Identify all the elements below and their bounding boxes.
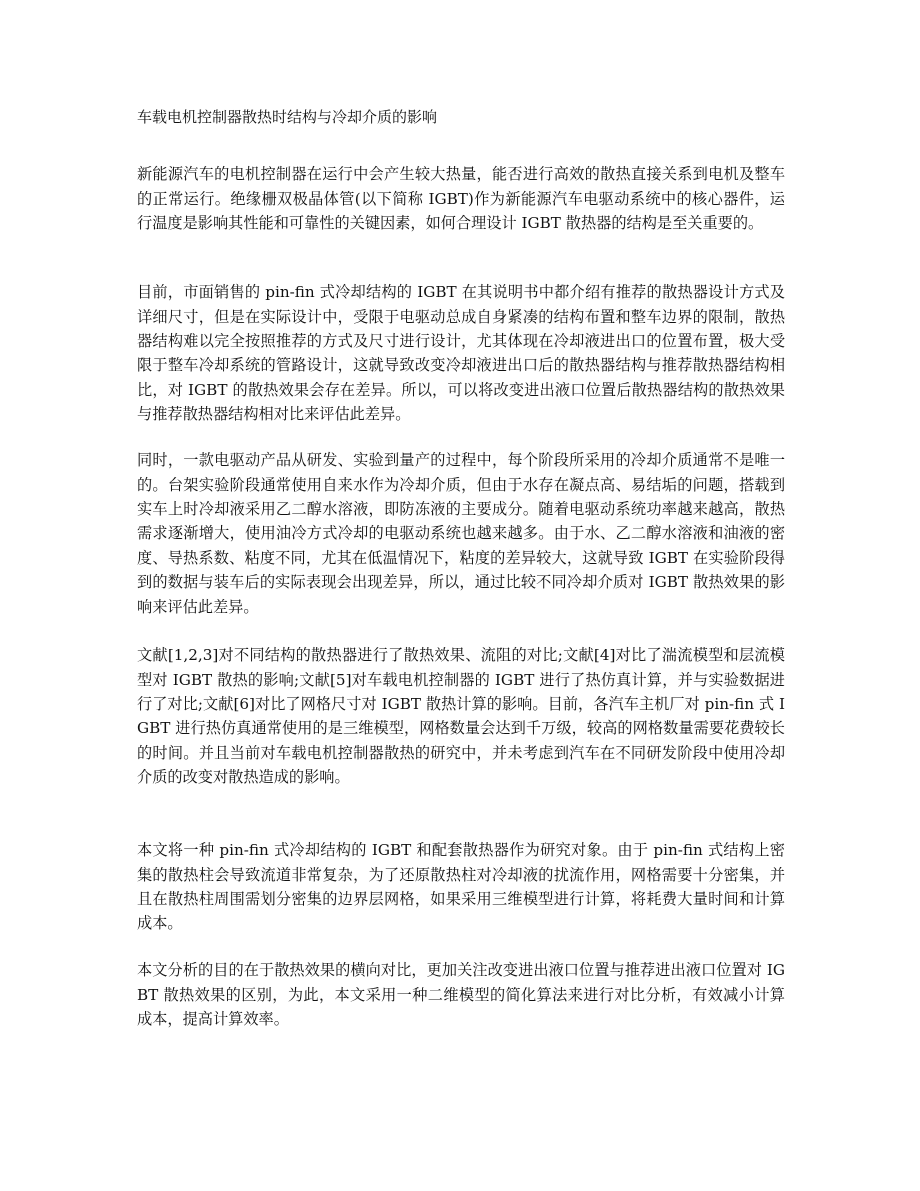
paragraph-5: 本文将一种 pin-fin 式冷却结构的 IGBT 和配套散热器作为研究对象。由于 pin-fin 式结构上密集的散热柱会导致流道非常复杂，为了还原散热柱对冷却液的扰流作用，网格需要十分密集，并且在散热柱周围需划分密集的边界层网格，如果采用三维模型进行计算，将耗费大量时间和计算成本。 xyxy=(137,841,785,933)
paragraph-3: 同时，一款电驱动产品从研发、实验到量产的过程中，每个阶段所采用的冷却介质通常不是唯一的。台架实验阶段通常使用自来水作为冷却介质，但由于水存在凝点高、易结垢的问题，搭载到实车上时冷却液采用乙二醇水溶液，即防冻液的主要成分。随着电驱动系统功率越来越高，散热需求逐渐增大，使用油冷方式冷却的电驱动系统也越来越多。由于水、乙二醇水溶液和油液的密度、导热系数、粘度不同，尤其在低温情况下，粘度的差异较大，这就导致 IGBT 在实验阶段得到的数据与装车后的实际表现会出现差异，所以，通过比较不同冷却介质对 IGBT 散热效果的影响来评估此差异。 xyxy=(137,451,785,616)
paragraph-4: 文献[1,2,3]对不同结构的散热器进行了散热效果、流阻的对比;文献[4]对比了湍流模型和层流模型对 IGBT 散热的影响;文献[5]对车载电机控制器的 IGBT 进行了热仿真计算，并与实验数据进行了对比;文献[6]对比了网格尺寸对 IGBT 散热计算的影响。目前，各汽车主机厂对 pin-fin 式 IGBT 进行热仿真通常使用的是三维模型，网格数量会达到千万级，较高的网格数量需要花费较长的时间。并且当前对车载电机控制器散热的研究中，并未考虑到汽车在不同研发阶段中使用冷却介质的改变对散热造成的影响。 xyxy=(137,646,785,787)
paragraph-2: 目前，市面销售的 pin-fin 式冷却结构的 IGBT 在其说明书中都介绍有推荐的散热器设计方式及详细尺寸，但是在实际设计中，受限于电驱动总成自身紧凑的结构布置和整车边界的限制，散热器结构难以完全按照推荐的方式及尺寸进行设计，尤其体现在冷却液进出口的位置布置，极大受限于整车冷却系统的管路设计，这就导致改变冷却液进出口后的散热器结构与推荐散热器结构相比，对 IGBT 的散热效果会存在差异。所以，可以将改变进出液口位置后散热器结构的散热效果与推荐散热器结构相对比来评估此差异。 xyxy=(137,283,785,424)
paragraph-1: 新能源汽车的电机控制器在运行中会产生较大热量，能否进行高效的散热直接关系到电机及整车的正常运行。绝缘栅双极晶体管(以下简称 IGBT)作为新能源汽车电驱动系统中的核心器件，运行温度是影响其性能和可靠性的关键因素，如何合理设计 IGBT 散热器的结构是至关重要的。 xyxy=(137,165,785,232)
paragraph-6: 本文分析的目的在于散热效果的横向对比，更加关注改变进出液口位置与推荐进出液口位置对 IGBT 散热效果的区别，为此，本文采用一种二维模型的简化算法来进行对比分析，有效减小计算成本，提高计算效率。 xyxy=(137,961,785,1028)
document-title: 车载电机控制器散热时结构与冷却介质的影响 xyxy=(137,108,438,126)
